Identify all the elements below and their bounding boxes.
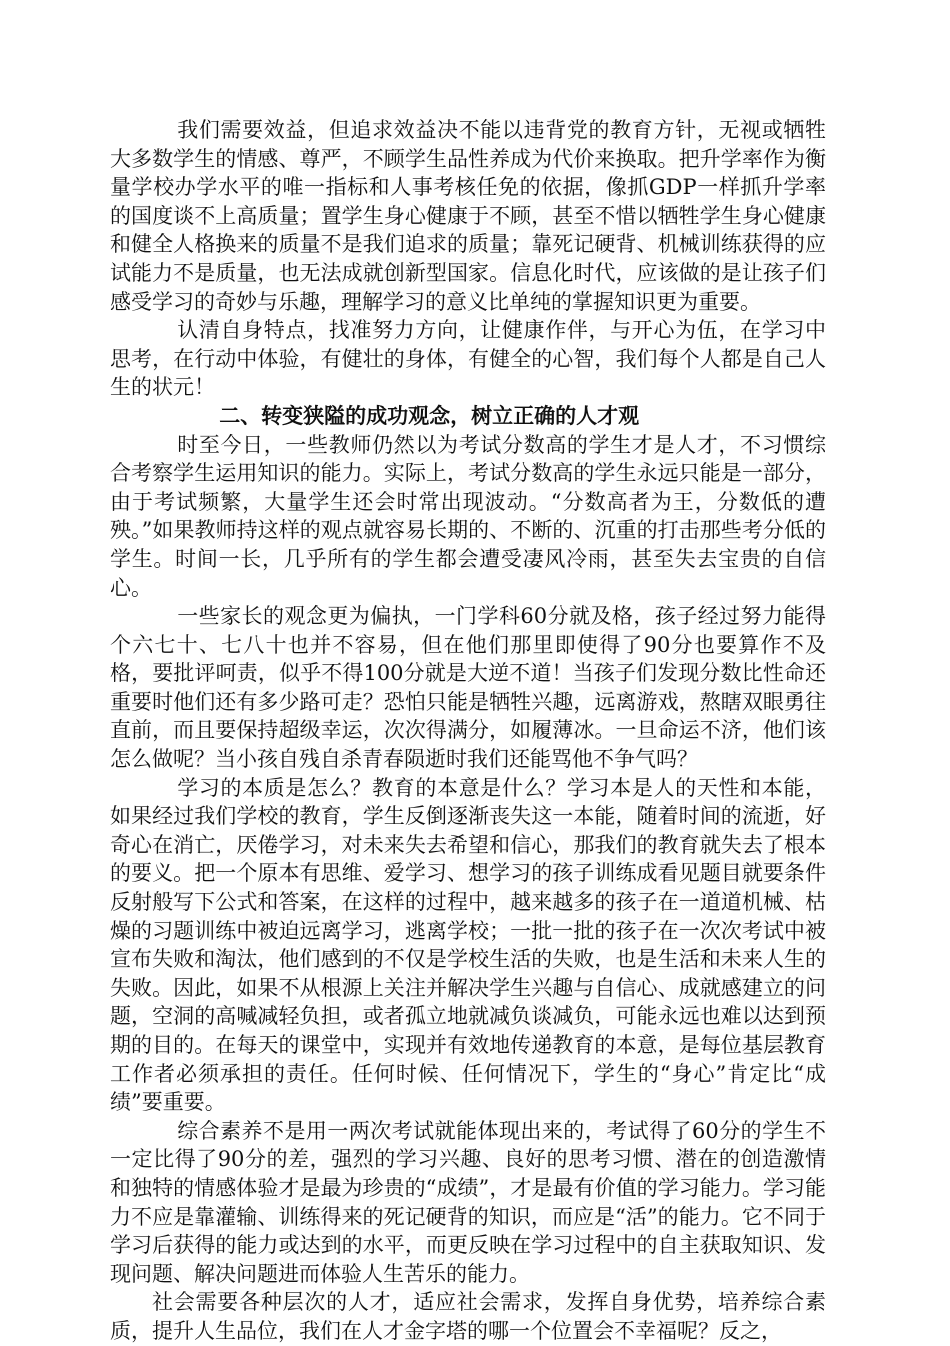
document-page bbox=[110, 116, 826, 1346]
paragraph-self-awareness: 认清自身特点，找准努力方向，让健康作伴，与开心为伍，在学习中思考，在行动中体验，有健壮的身体，有健全的心智，我们每个人都是自己人生的状元！ bbox=[110, 318, 826, 400]
paragraph-comprehensive-quality: 综合素养不是用一两次考试就能体现出来的，考试得了60分的学生不一定比得了90分的差，强烈的学习兴趣、良好的思考习惯、潜在的创造激情和独特的情感体验才是最为珍贵的“成绩”，才是最有价值的学习能力。学习能力不应是靠灌输、训练得来的死记硬背的知识，而应是“活”的能力。它不同于学习后获得的能力或达到的水平，而更反映在学习过程中的自主获取知识、发现问题、解决问题进而体验人生苦乐的能力。 bbox=[110, 1118, 826, 1286]
paragraph-parents-view: 一些家长的观念更为偏执，一门学科60分就及格，孩子经过努力能得个六七十、七八十也并不容易，但在他们那里即使得了90分也要算作不及格，要批评呵责，似乎不得100分就是大逆不道！当孩子们发现分数比性命还重要时他们还有多少路可走？恐怕只能是牺牲兴趣，远离游戏，熬瞎双眼勇往直前，而且要保持超级幸运，次次得满分，如履薄冰。一旦命运不济，他们该怎么做呢？当小孩自残自杀青春陨逝时我们还能骂他不争气吗？ bbox=[110, 604, 826, 772]
paragraph-society-needs: 社会需要各种层次的人才，适应社会需求，发挥自身优势，培养综合素质，提升人生品位，我们在人才金字塔的哪一个位置会不幸福呢？反之， bbox=[110, 1290, 826, 1343]
section-heading: 二、转变狭隘的成功观念，树立正确的人才观 bbox=[219, 402, 640, 428]
paragraph-learning-essence: 学习的本质是怎么？教育的本意是什么？学习本是人的天性和本能，如果经过我们学校的教育，学生反倒逐渐丧失这一本能，随着时间的流逝，好奇心在消亡，厌倦学习，对未来失去希望和信心，那我们的教育就失去了根本的要义。把一个原本有思维、爱学习、想学习的孩子训练成看见题目就要条件反射般写下公式和答案，在这样的过程中，越来越多的孩子在一道道机械、枯燥的习题训练中被迫远离学习，逃离学校；一批一批的孩子在一次次考试中被宣布失败和淘汰，他们感到的不仅是学校生活的失败，也是生活和未来人生的失败。因此，如果不从根源上关注并解决学生兴趣与自信心、成就感建立的问题，空洞的高喊减轻负担，或者孤立地就减负谈减负，可能永远也难以达到预期的目的。在每天的课堂中，实现并有效地传递教育的本意，是每位基层教育工作者必须承担的责任。任何时候、任何情况下，学生的“身心”肯定比“成绩”要重要。 bbox=[110, 775, 826, 1115]
paragraph-efficiency: 我们需要效益，但追求效益决不能以违背党的教育方针，无视或牺牲大多数学生的情感、尊严，不顾学生品性养成为代价来换取。把升学率作为衡量学校办学水平的唯一指标和人事考核任免的依据，像抓GDP一样抓升学率的国度谈不上高质量；置学生身心健康于不顾，甚至不惜以牺牲学生身心健康和健全人格换来的质量不是我们追求的质量；靠死记硬背、机械训练获得的应试能力不是质量，也无法成就创新型国家。信息化时代，应该做的是让孩子们感受学习的奇妙与乐趣，理解学习的意义比单纯的掌握知识更为重要。 bbox=[110, 118, 826, 314]
paragraph-teachers-view: 时至今日，一些教师仍然以为考试分数高的学生才是人才，不习惯综合考察学生运用知识的能力。实际上，考试分数高的学生永远只能是一部分，由于考试频繁，大量学生还会时常出现波动。“分数高者为王，分数低的遭殃。”如果教师持这样的观点就容易长期的、不断的、沉重的打击那些考分低的学生。时间一长，几乎所有的学生都会遭受凄风冷雨，甚至失去宝贵的自信心。 bbox=[110, 432, 826, 600]
